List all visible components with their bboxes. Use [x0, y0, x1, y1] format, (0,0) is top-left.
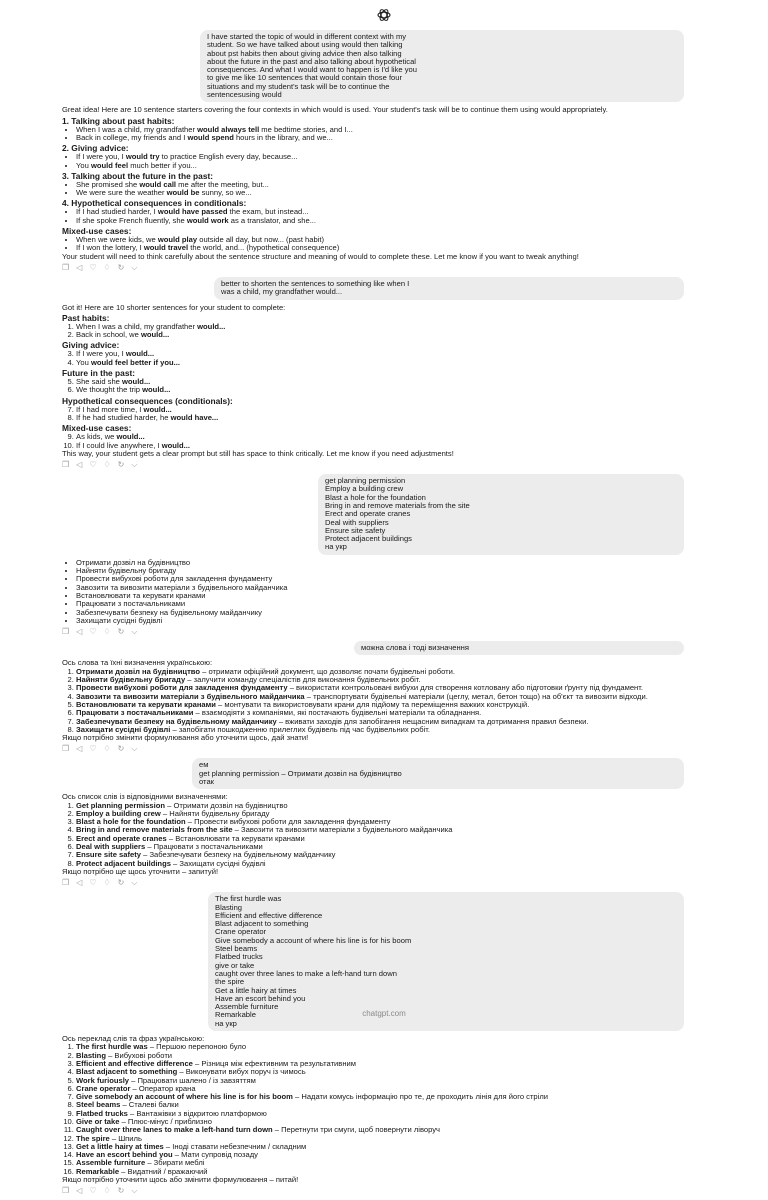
- text-span: Great idea! Here are 10 sentence starters covering the four contexts in which would is used. Your student's task will be to continue them using would appropriately.: [62, 105, 608, 115]
- bold-term: Flatbed trucks: [76, 1108, 128, 1118]
- user-message-line: get planning permission – Отримати дозвіл на будівництво: [199, 769, 402, 778]
- bold-term: Caught over three lanes to make a left-hand turn down: [76, 1125, 273, 1135]
- list-item: [76, 331, 684, 339]
- bold-term: Працювати з постачальниками: [76, 708, 194, 718]
- section-heading: Giving advice:: [62, 340, 120, 351]
- bullet-list: [62, 181, 684, 198]
- section-heading: Hypothetical consequences (conditionals):: [62, 395, 233, 406]
- model-switch-icon[interactable]: ⌵: [131, 262, 138, 272]
- text-span: Back in college, my friends and I: [76, 132, 188, 142]
- section-heading: 3. Talking about the future in the past:: [62, 170, 214, 181]
- user-message-line: Flatbed trucks: [215, 953, 263, 962]
- user-message-line: Employ a building crew: [325, 485, 404, 494]
- text-span: Ось слова та їхні визначення українською:: [62, 658, 213, 668]
- user-message-line: на укр: [325, 543, 347, 552]
- user-message-line: Get a little hairy at times: [215, 986, 297, 995]
- text-span: – Мати супровід позаду: [172, 1150, 258, 1160]
- user-message-line: Steel beams: [215, 945, 258, 954]
- text-span: When we were kids, we: [76, 235, 158, 245]
- response-paragraph: [62, 450, 684, 458]
- message-actions: [62, 744, 684, 753]
- text-span: You: [76, 160, 91, 170]
- user-message-line: caught over three lanes to make a left-hand turn down: [215, 969, 397, 978]
- text-span: If he had studied harder, he: [76, 412, 171, 422]
- list-item: [76, 386, 684, 394]
- bold-term: Steel beams: [76, 1100, 121, 1110]
- user-message-line: Have an escort behind you: [215, 994, 306, 1003]
- read-aloud-icon[interactable]: ◁: [76, 460, 83, 470]
- text-span: – запобігати пошкодженню прилеглих будівель під час будівельних робіт.: [170, 724, 431, 734]
- text-span: outside all day, but now... (past habit): [197, 235, 325, 245]
- copy-icon[interactable]: ❐: [62, 627, 70, 637]
- response-paragraph: [62, 868, 684, 876]
- list-item: [76, 1126, 684, 1134]
- text-span: She said she: [76, 377, 123, 387]
- text-span: We were sure the weather: [76, 188, 167, 198]
- bold-term: Отримати дозвіл на будівництво: [76, 666, 201, 676]
- copy-icon[interactable]: ❐: [62, 878, 70, 888]
- assistant-message: [62, 1035, 684, 1184]
- thumbs-down-icon[interactable]: ♢: [103, 1186, 111, 1196]
- bold-term: would...: [116, 432, 145, 442]
- text-span: We thought the trip: [76, 385, 143, 395]
- assistant-message: [62, 106, 684, 261]
- text-span: Найняти будівельну бригаду: [76, 566, 177, 576]
- thumbs-up-icon[interactable]: ♡: [89, 460, 97, 470]
- bold-term: would...: [197, 321, 226, 331]
- bold-term: Erect and operate cranes: [76, 833, 167, 843]
- list-item: [76, 359, 684, 367]
- thumbs-down-icon[interactable]: ♢: [103, 460, 111, 470]
- bold-term: would...: [141, 330, 170, 340]
- thumbs-down-icon[interactable]: ♢: [103, 878, 111, 888]
- bold-term: Забезпечувати безпеку на будівельному майданчику: [76, 716, 277, 726]
- bold-term: Захищати сусідні будівлі: [76, 724, 171, 734]
- user-message-bubble: [200, 30, 684, 102]
- bullet-list: [62, 153, 684, 170]
- read-aloud-icon[interactable]: ◁: [76, 744, 83, 754]
- bold-term: Remarkable: [76, 1166, 120, 1176]
- text-span: – Завозити та вивозити матеріали з будівельного майданчика: [232, 825, 453, 835]
- user-message-line: Assemble furniture: [215, 1003, 279, 1012]
- text-span: – вживати заходів для запобігання нещасним випадкам та дотримання правил безпеки.: [276, 716, 589, 726]
- user-message-line: about pst habits then about giving advice then also talking: [207, 49, 402, 58]
- numbered-list: [62, 350, 684, 367]
- text-span: Your student will need to think carefully about the sentence structure and meaning of would to complete these. Let me know if you want to tweak anything!: [62, 251, 579, 261]
- bullet-list: [62, 126, 684, 143]
- model-switch-icon[interactable]: ⌵: [131, 744, 138, 754]
- user-message-line: Protect adjacent buildings: [325, 535, 412, 544]
- bold-term: Give somebody an account of where his line is for his boom: [76, 1092, 293, 1102]
- list-item: [76, 617, 684, 625]
- text-span: If I were you, I: [76, 349, 126, 359]
- thumbs-up-icon[interactable]: ♡: [89, 262, 97, 272]
- bold-term: would...: [161, 440, 190, 450]
- text-span: the exam, but instead...: [227, 207, 309, 217]
- bold-term: The first hurdle was: [76, 1042, 148, 1052]
- regenerate-icon[interactable]: ↻: [117, 262, 125, 272]
- copy-icon[interactable]: ❐: [62, 262, 70, 272]
- numbered-list: [62, 1043, 684, 1176]
- bold-term: The spire: [76, 1133, 110, 1143]
- user-message-line: consequences. And what I would want to happen is I'd like you: [207, 66, 417, 75]
- user-message-line: Crane operator: [215, 928, 267, 937]
- user-message-line: the spire: [215, 978, 245, 987]
- text-span: Провести вибухові роботи для закладення фундаменту: [76, 574, 273, 584]
- numbered-list: [62, 433, 684, 450]
- assistant-message: [62, 659, 684, 742]
- bold-term: Protect adjacent buildings: [76, 858, 171, 868]
- user-message-bubble: [192, 758, 684, 789]
- model-switch-icon[interactable]: ⌵: [131, 878, 138, 888]
- text-span: Встановлювати та керувати кранами: [76, 590, 206, 600]
- text-span: As kids, we: [76, 432, 117, 442]
- list-item: [76, 134, 684, 142]
- text-span: – Захищати сусідні будівлі: [170, 858, 266, 868]
- user-message-line: можна слова і тоді визначення: [361, 644, 469, 653]
- text-span: – Першою перепоною було: [147, 1042, 247, 1052]
- text-span: – Отримати дозвіл на будівництво: [165, 800, 288, 810]
- user-message-bubble: [354, 641, 684, 655]
- list-item: [76, 414, 684, 422]
- bold-term: Get a little hairy at times: [76, 1141, 164, 1151]
- bullet-list: [62, 236, 684, 253]
- user-message-line: I have started the topic of would in different context with my: [207, 33, 407, 41]
- model-switch-icon[interactable]: ⌵: [131, 1186, 138, 1196]
- user-message-line: sentencesusing would: [207, 91, 282, 100]
- thumbs-down-icon[interactable]: ♢: [103, 744, 111, 754]
- bold-term: would work: [186, 215, 229, 225]
- user-message-line: Blasting: [215, 903, 243, 912]
- user-message-line: отак: [199, 778, 214, 786]
- thumbs-up-icon[interactable]: ♡: [89, 878, 97, 888]
- bold-term: Blast adjacent to something: [76, 1067, 178, 1077]
- read-aloud-icon[interactable]: ◁: [76, 1186, 83, 1196]
- text-span: – Працювати шалено / із завзяттям: [129, 1075, 256, 1085]
- user-message-line: to give me like 10 sentences that would contain those four: [207, 74, 403, 83]
- text-span: Back in school, we: [76, 330, 141, 340]
- text-span: Ось переклад слів та фраз українською:: [62, 1034, 205, 1044]
- text-span: If I won the lottery, I: [76, 243, 144, 253]
- bold-term: would try: [125, 152, 160, 162]
- read-aloud-icon[interactable]: ◁: [76, 262, 83, 272]
- user-message-line: Efficient and effective difference: [215, 911, 323, 920]
- bold-term: Найняти будівельну бригаду: [76, 675, 186, 685]
- bold-term: Blast a hole for the foundation: [76, 817, 186, 827]
- user-message-line: student. So we have talked about using would then talking: [207, 41, 403, 50]
- user-message-line: Bring in and remove materials from the site: [325, 501, 470, 510]
- bold-term: Blasting: [76, 1050, 106, 1060]
- text-span: – Працювати з постачальниками: [145, 842, 263, 852]
- bold-term: would have passed: [157, 207, 228, 217]
- user-message-line: about the future in the past and also talking about hypothetical: [207, 57, 416, 66]
- user-message-line: ем: [199, 761, 209, 770]
- site-domain: chatgpt.com: [362, 1008, 406, 1018]
- bold-term: Провести вибухові роботи для закладення фундаменту: [76, 683, 288, 693]
- model-switch-icon[interactable]: ⌵: [131, 460, 138, 470]
- section-heading: 1. Talking about past habits:: [62, 115, 175, 126]
- bullet-list: [62, 208, 684, 225]
- bold-term: would...: [125, 349, 155, 359]
- bold-term: Crane operator: [76, 1083, 131, 1093]
- bold-term: would travel: [143, 243, 189, 253]
- message-actions: [62, 627, 684, 636]
- text-span: If I had more time, I: [76, 404, 144, 414]
- conversation-thread: [62, 30, 684, 1200]
- text-span: Працювати з постачальниками: [76, 599, 186, 609]
- list-item: [76, 189, 684, 197]
- user-message-line: situations and my student's task will be to continue the: [207, 82, 390, 91]
- text-span: – Вибухові роботи: [105, 1050, 173, 1060]
- bold-term: Встановлювати та керувати кранами: [76, 699, 216, 709]
- response-paragraph: [62, 1176, 684, 1184]
- text-span: Забезпечувати безпеку на будівельному майданчику: [76, 607, 262, 617]
- openai-logo-icon: [376, 7, 392, 23]
- section-heading: Mixed-use cases:: [62, 423, 132, 434]
- text-span: Завозити та вивозити матеріали з будівельного майданчика: [76, 582, 288, 592]
- user-message-line: Give somebody a account of where his line is for his boom: [215, 936, 412, 945]
- response-paragraph: [62, 734, 684, 742]
- bold-term: would have...: [170, 412, 219, 422]
- section-heading: 4. Hypothetical consequences in conditionals:: [62, 198, 247, 209]
- text-span: me bedtime stories, and I...: [259, 124, 353, 134]
- bold-term: would...: [143, 404, 172, 414]
- assistant-message: [62, 559, 684, 625]
- bold-term: Завозити та вивозити матеріали з будівельного майданчика: [76, 691, 305, 701]
- read-aloud-icon[interactable]: ◁: [76, 627, 83, 637]
- user-message-line: better to shorten the sentences to something like when I: [221, 279, 410, 288]
- text-span: – Збирати меблі: [145, 1158, 205, 1168]
- text-span: – залучити команду спеціалістів для виконання будівельних робіт.: [185, 675, 421, 685]
- section-heading: Mixed-use cases:: [62, 226, 132, 237]
- bold-term: would feel: [90, 160, 129, 170]
- bold-term: would call: [139, 179, 177, 189]
- text-span: – транспортувати будівельні матеріали (цеглу, метал, бетон тощо) на об'єкт та вивозити відходи.: [304, 691, 648, 701]
- text-span: You: [76, 357, 91, 367]
- bold-term: Get planning permission: [76, 800, 166, 810]
- response-paragraph: [62, 106, 684, 114]
- bold-term: would always tell: [197, 124, 260, 134]
- copy-icon[interactable]: ❐: [62, 460, 70, 470]
- text-span: – отримати офіційний документ, що дозволяє почати будівельні роботи.: [200, 666, 455, 676]
- message-actions: [62, 1186, 684, 1195]
- user-message-line: was a child, my grandfather would...: [221, 288, 343, 297]
- bold-term: Efficient and effective difference: [76, 1058, 193, 1068]
- assistant-message: [62, 304, 684, 459]
- text-span: the world, and... (hypothetical consequence): [188, 243, 340, 253]
- text-span: When I was a child, my grandfather: [76, 124, 198, 134]
- numbered-list: [62, 668, 684, 734]
- bold-term: would be: [166, 188, 200, 198]
- text-span: This way, your student gets a clear prompt but still has space to think critically. Let me know if you need adjustments!: [62, 448, 454, 458]
- text-span: Ось список слів із відповідними визначеннями:: [62, 792, 228, 802]
- response-paragraph: [62, 253, 684, 261]
- text-span: – Надати комусь інформацію про те, де проходить лінія для його стріли: [292, 1092, 549, 1102]
- user-message-line: Deal with suppliers: [325, 518, 389, 527]
- text-span: Якщо потрібно змінити формулювання або уточнити щось, дай знати!: [62, 733, 309, 743]
- text-span: Захищати сусідні будівлі: [76, 615, 163, 625]
- regenerate-icon[interactable]: ↻: [117, 1186, 125, 1196]
- list-item: [76, 217, 684, 225]
- text-span: – Оператор крана: [130, 1083, 196, 1093]
- text-span: When I was a child, my grandfather: [76, 321, 198, 331]
- bold-term: Have an escort behind you: [76, 1150, 173, 1160]
- list-item: [76, 609, 684, 617]
- text-span: – Забезпечувати безпеку на будівельному майданчику: [141, 850, 336, 860]
- response-paragraph: [62, 304, 684, 312]
- text-span: as a translator, and she...: [228, 215, 317, 225]
- bold-term: would...: [142, 385, 171, 395]
- user-message-line: Ensure site safety: [325, 526, 386, 535]
- text-span: – Провести вибухові роботи для закладення фундаменту: [185, 817, 391, 827]
- list-item: [76, 162, 684, 170]
- numbered-list: [62, 378, 684, 395]
- text-span: – використати контрольовані вибухи для створення котловану або підготовки ґрунту під фундамент.: [287, 683, 644, 693]
- regenerate-icon[interactable]: ↻: [117, 744, 125, 754]
- text-span: She promised she: [76, 179, 140, 189]
- text-span: sunny, so we...: [199, 188, 252, 198]
- numbered-list: [62, 802, 684, 868]
- bold-term: Give or take: [76, 1116, 120, 1126]
- thumbs-up-icon[interactable]: ♡: [89, 627, 97, 637]
- user-message-line: Remarkable: [215, 1011, 256, 1020]
- text-span: – Сталеві балки: [120, 1100, 179, 1110]
- user-message-bubble: [214, 277, 684, 300]
- text-span: much better if you...: [128, 160, 197, 170]
- bold-term: Assemble furniture: [76, 1158, 146, 1168]
- text-span: – Плюс-мінус / приблизно: [119, 1116, 212, 1126]
- text-span: – взаємодіяти з компаніями, які постачають будівельні матеріали та обладнання.: [193, 708, 482, 718]
- section-heading: Future in the past:: [62, 368, 136, 379]
- model-switch-icon[interactable]: ⌵: [131, 627, 138, 637]
- text-span: me after the meeting, but...: [176, 179, 269, 189]
- section-heading: 2. Giving advice:: [62, 143, 129, 154]
- copy-icon[interactable]: ❐: [62, 744, 70, 754]
- text-span: If I were you, I: [76, 152, 126, 162]
- bold-term: would...: [122, 377, 151, 387]
- thumbs-up-icon[interactable]: ♡: [89, 744, 97, 754]
- bold-term: would spend: [187, 132, 234, 142]
- text-span: hours in the library, and we...: [233, 132, 333, 142]
- read-aloud-icon[interactable]: ◁: [76, 878, 83, 888]
- text-span: Got it! Here are 10 shorter sentences for your student to complete:: [62, 302, 286, 312]
- section-heading: Past habits:: [62, 312, 110, 323]
- text-span: – Перетнути три смуги, щоб повернути ліворуч: [272, 1125, 441, 1135]
- user-message-line: на укр: [215, 1019, 237, 1028]
- message-actions: [62, 460, 684, 469]
- regenerate-icon[interactable]: ↻: [117, 878, 125, 888]
- message-actions: [62, 263, 684, 272]
- user-message-line: get planning permission: [325, 477, 406, 486]
- bold-term: Employ a building crew: [76, 808, 161, 818]
- text-span: – Вантажівки з відкритою платформою: [127, 1108, 267, 1118]
- top-bar: [0, 6, 768, 24]
- text-span: – Видатний / вражаючий: [119, 1166, 208, 1176]
- site-footer: [0, 1010, 768, 1018]
- text-span: If I had studied harder, I: [76, 207, 158, 217]
- user-message-line: Blast adjacent to something: [215, 920, 309, 929]
- bold-term: would play: [157, 235, 198, 245]
- bold-term: Deal with suppliers: [76, 842, 146, 852]
- text-span: to practice English every day, because...: [159, 152, 298, 162]
- text-span: – Виконувати вибух поруч із чимось: [177, 1067, 306, 1077]
- thumbs-up-icon[interactable]: ♡: [89, 1186, 97, 1196]
- thumbs-down-icon[interactable]: ♢: [103, 627, 111, 637]
- bullet-list: [62, 559, 684, 625]
- text-span: – монтувати та використовувати крани для підйому та переміщення важких конструкцій.: [215, 699, 530, 709]
- user-message-line: Erect and operate cranes: [325, 510, 411, 519]
- bold-term: would feel better if you...: [90, 357, 180, 367]
- user-message-line: give or take: [215, 961, 255, 970]
- user-message-line: Blast a hole for the foundation: [325, 493, 426, 502]
- text-span: – Встановлювати та керувати кранами: [166, 833, 305, 843]
- user-message-bubble: [318, 474, 684, 555]
- numbered-list: [62, 323, 684, 340]
- text-span: – Іноді ставати небезпечним / складним: [163, 1141, 307, 1151]
- text-span: If she spoke French fluently, she: [76, 215, 187, 225]
- text-span: Якщо потрібно ще щось уточнити – запитуй!: [62, 866, 219, 876]
- bold-term: Ensure site safety: [76, 850, 141, 860]
- regenerate-icon[interactable]: ↻: [117, 627, 125, 637]
- assistant-message: [62, 793, 684, 876]
- bold-term: Work furiously: [76, 1075, 130, 1085]
- text-span: – Шпиль: [109, 1133, 142, 1143]
- bold-term: Bring in and remove materials from the site: [76, 825, 233, 835]
- text-span: If I could live anywhere, I: [76, 440, 162, 450]
- copy-icon[interactable]: ❐: [62, 1186, 70, 1196]
- text-span: Отримати дозвіл на будівництво: [76, 557, 191, 567]
- user-message-line: The first hurdle was: [215, 895, 282, 904]
- numbered-list: [62, 406, 684, 423]
- text-span: – Найняти будівельну бригаду: [160, 808, 270, 818]
- regenerate-icon[interactable]: ↻: [117, 460, 125, 470]
- text-span: – Різниця між ефективним та результативним: [192, 1058, 356, 1068]
- thumbs-down-icon[interactable]: ♢: [103, 262, 111, 272]
- message-actions: [62, 878, 684, 887]
- text-span: Якщо потрібно уточнити щось або змінити формулювання – питай!: [62, 1175, 299, 1185]
